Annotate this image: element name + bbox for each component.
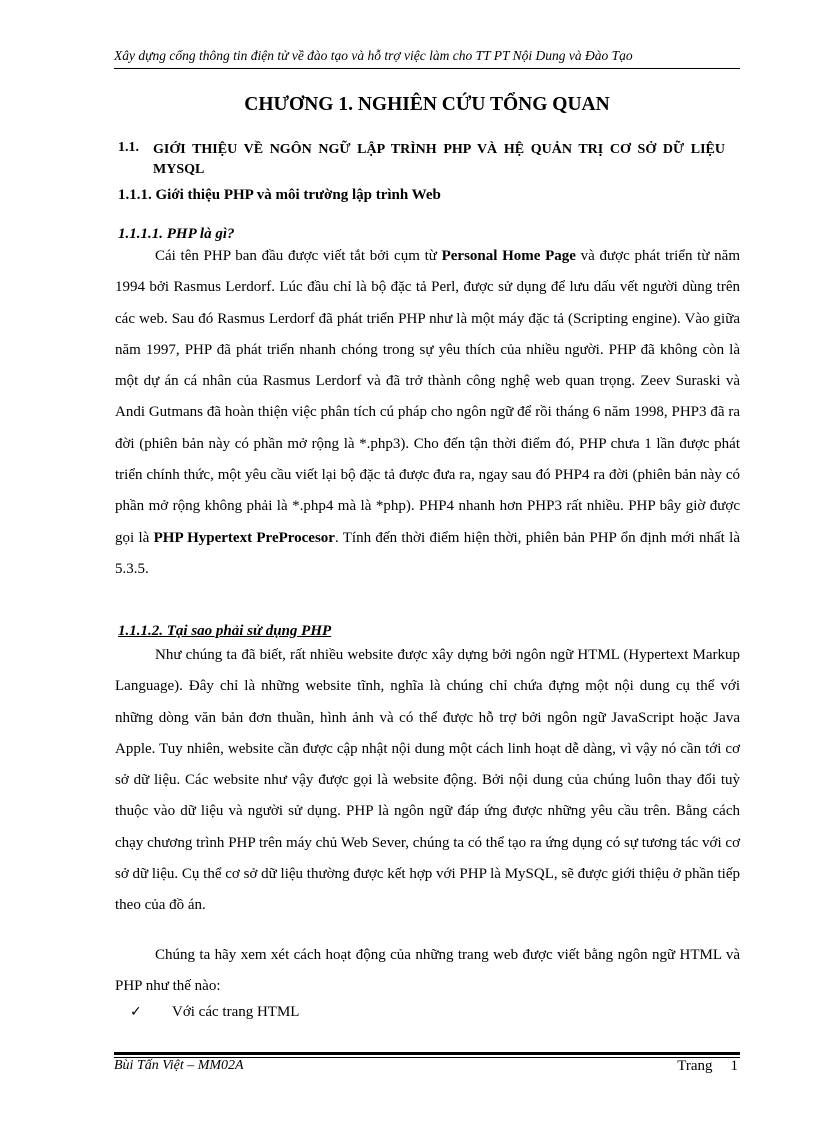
- bullet-item: [130, 1004, 299, 1021]
- page-label: Trang: [677, 1058, 713, 1074]
- text-run: Cái tên PHP ban đầu được viết tắt bởi cụm từ: [155, 248, 442, 264]
- paragraph-why-php: Như chúng ta đã biết, rất nhiều website được xây dựng bởi ngôn ngữ HTML (Hypertext Markup Language). Đây chỉ là những website tĩnh, nghĩa là chúng chỉ chứa đựng một nội dung cụ thể với những dòng văn bản đơn thuần, hình ảnh và có thể được hỗ trợ bởi ngôn ngữ JavaScript hoặc Java Apple. Tuy nhiên, website cần được cập nhật nội dung một cách linh hoạt dễ dàng, vì vậy nó cần tới cơ sở dữ liệu. Các website như vậy được gọi là website động. Bởi nội dung của chúng luôn thay đổi tuỳ thuộc vào dữ liệu và người sử dụng. PHP là ngôn ngữ đáp ứng được những yêu cầu trên. Bằng cách chạy chương trình PHP trên máy chủ Web Sever, chúng ta có thể tạo ra ứng dụng có sự tương tác với cơ sở dữ liệu. Cụ thể cơ sở dữ liệu thường được kết hợp với PHP là MySQL, sẽ được giới thiệu ở phần tiếp theo của đồ án.: [115, 647, 740, 914]
- header-divider: [114, 68, 740, 69]
- section-title: GIỚI THIỆU VỀ NGÔN NGỮ LẬP TRÌNH PHP VÀ HỆ QUẢN TRỊ CƠ SỞ DỮ LIỆU MYSQL: [153, 142, 725, 177]
- chapter-title: CHƯƠNG 1. NGHIÊN CỨU TỔNG QUAN: [244, 94, 610, 115]
- bold-term-personal-home-page: Personal Home Page: [441, 248, 576, 264]
- footer-page: [677, 1058, 738, 1075]
- running-header: Xây dựng cổng thông tin điện tử về đào tạo và hỗ trợ việc làm cho TT PT Nội Dung và Đào Tạo: [114, 48, 633, 63]
- bullet-text: Với các trang HTML: [172, 1004, 300, 1020]
- heading-php-la-gi: 1.1.1.1. PHP là gì?: [118, 226, 235, 242]
- check-icon: ✓: [130, 1004, 142, 1020]
- footer-divider: [114, 1052, 740, 1055]
- page-number: 1: [730, 1058, 738, 1074]
- section-number: 1.1.: [118, 140, 139, 155]
- footer-author: Bùi Tấn Việt – MM02A: [114, 1058, 244, 1073]
- subsection-title: 1.1.1. Giới thiệu PHP và môi trường lập trình Web: [118, 187, 441, 203]
- text-run: và được phát triển từ năm 1994 bởi Rasmus Lerdorf. Lúc đầu chỉ là bộ đặc tả Perl, được sử dụng để lưu dấu vết người dùng trên các web. Sau đó Rasmus Lerdorf đã phát triển PHP như là một máy đặc tả (Scripting engine). Vào giữa năm 1997, PHP đã phát triển nhanh chóng trong sự yêu thích của nhiều người. PHP đã không còn là một dự án cá nhân của Rasmus Lerdorf và đã trở thành công nghệ web quan trọng. Zeev Suraski và Andi Gutmans đã hoàn thiện việc phân tích cú pháp cho ngôn ngữ để rồi tháng 6 năm 1998, PHP3 đã ra đời (phiên bản này có phần mở rộng là *.php3). Cho đến tận thời điểm đó, PHP chưa 1 lần được phát triển chính thức, một yêu cầu viết lại bộ đặc tả được đưa ra, ngay sau đó PHP4 ra đời (phiên bản này có phần mở rộng không phải là *.php4 mà là *php). PHP4 nhanh hơn PHP3 rất nhiều. PHP bây giờ được gọi là: [115, 248, 740, 546]
- paragraph-how-it-works: Chúng ta hãy xem xét cách hoạt động của những trang web được viết bằng ngôn ngữ HTML và PHP như thế nào:: [115, 947, 740, 995]
- bold-term-php-hypertext-preprocesor: PHP Hypertext PreProcesor: [153, 529, 335, 546]
- heading-tai-sao-php: 1.1.1.2. Tại sao phải sử dụng PHP: [118, 623, 332, 639]
- text-run: . Tính đến thời điểm hiện thời, phiên bản PHP ổn định mới nhất là 5.3.5.: [115, 529, 740, 577]
- paragraph-php-intro: [115, 241, 740, 585]
